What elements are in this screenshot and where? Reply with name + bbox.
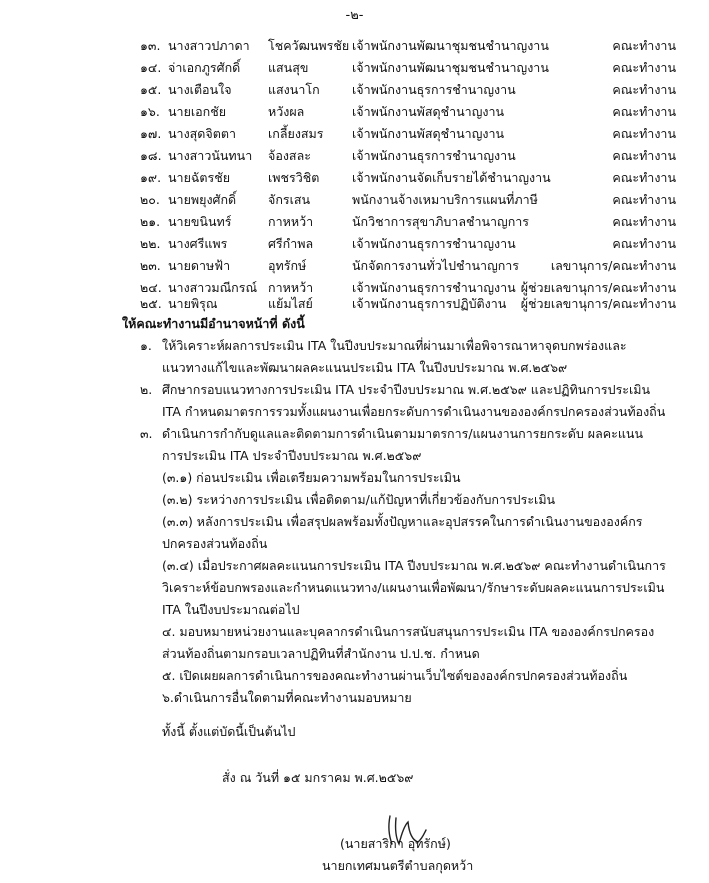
member-first-name: นายพิรุณ xyxy=(168,296,218,311)
member-role: ผู้ช่วยเลขานุการ/คณะทำงาน xyxy=(520,296,676,311)
member-first-name: นายพยุงศักดิ์ xyxy=(168,192,237,207)
member-number: ๑๓. xyxy=(140,38,161,53)
member-last-name: กาหหว้า xyxy=(268,280,314,295)
page-number: -๒- xyxy=(345,8,364,23)
member-last-name: แย้มไสย์ xyxy=(268,296,313,311)
member-position: เจ้าพนักงานธุรการชำนาญงาน xyxy=(352,148,516,163)
member-row xyxy=(140,168,676,188)
member-row xyxy=(140,80,676,100)
sub-duty-text: (๓.๓) หลังการประเมิน เพื่อสรุปผลพร้อมทั้งปัญหาและอุปสรรคในการดำเนินงานขององค์กร xyxy=(162,514,643,529)
signer-name: (นายสาริกา อุทรักษ์) xyxy=(340,836,451,851)
sub-duty-text: วิเคราะห์ข้อบกพรองและกำหนดแนวทาง/แผนงานเพื่อพัฒนา/รักษาระดับผลคะแนนการประเมิน xyxy=(162,580,665,595)
member-position: เจ้าพนักงานพัฒนาชุมชนชำนาญงาน xyxy=(352,38,549,53)
member-role: คณะทำงาน xyxy=(612,236,676,251)
member-first-name: นายดาษฟ้า xyxy=(168,258,231,273)
member-position: นักจัดการงานทั่วไปชำนาญการ xyxy=(352,258,520,273)
member-row xyxy=(140,146,676,166)
member-number: ๒๒. xyxy=(140,236,161,251)
member-role: คณะทำงาน xyxy=(612,170,676,185)
member-last-name: กาหหว้า xyxy=(268,214,314,229)
duty-text: ส่วนท้องถิ่นตามกรอบเวลาปฏิทินที่สำนักงาน ป.ป.ช. กำหนด xyxy=(162,646,480,661)
member-number: ๒๔. xyxy=(140,280,162,295)
member-role: คณะทำงาน xyxy=(612,192,676,207)
sub-duty-text: (๓.๑) ก่อนประเมิน เพื่อเตรียมความพร้อมในการประเมิน xyxy=(162,470,461,485)
member-row xyxy=(140,294,676,314)
member-number: ๑๘. xyxy=(140,148,162,163)
order-date: สั่ง ณ วันที่ ๑๕ มกราคม พ.ศ.๒๕๖๙ xyxy=(222,770,414,785)
member-number: ๑๙. xyxy=(140,170,162,185)
member-first-name: นางสาวนันทนา xyxy=(168,148,253,163)
duties-heading: ให้คณะทำงานมีอำนาจหน้าที่ ดังนี้ xyxy=(122,316,305,331)
member-position: เจ้าพนักงานธุรการชำนาญงาน xyxy=(352,82,516,97)
member-role: คณะทำงาน xyxy=(612,60,676,75)
member-last-name: แสงนาโก xyxy=(268,82,320,97)
member-position: เจ้าพนักงานธุรการชำนาญงาน xyxy=(352,280,516,295)
member-role: คณะทำงาน xyxy=(612,148,676,163)
member-first-name: นางสาวมณีกรณ์ xyxy=(168,280,258,295)
member-row xyxy=(140,102,676,122)
member-last-name: หวังผล xyxy=(268,104,305,119)
member-last-name: เกลี้ยงสมร xyxy=(268,126,324,141)
member-number: ๑๗. xyxy=(140,126,162,141)
member-last-name: โชควัฒนพรชัย xyxy=(268,38,350,53)
member-first-name: นางเตือนใจ xyxy=(168,82,232,97)
member-row xyxy=(140,234,676,254)
duty-text: การประเมิน ITA ประจำปีงบประมาณ พ.ศ.๒๕๖๙ xyxy=(162,448,422,463)
member-role: คณะทำงาน xyxy=(612,82,676,97)
member-role: คณะทำงาน xyxy=(612,126,676,141)
member-row xyxy=(140,256,676,276)
duty-text: แนวทางแก้ไขและพัฒนาผลคะแนนประเมิน ITA ในปีงบประมาณ พ.ศ.๒๕๖๙ xyxy=(162,360,568,375)
member-number: ๒๑. xyxy=(140,214,161,229)
member-first-name: นายขนินทร์ xyxy=(168,214,232,229)
member-role: คณะทำงาน xyxy=(612,214,676,229)
duty-number: ๓. xyxy=(140,426,153,441)
duty-text: ITA กำหนดมาตรการรวมทั้งแผนงานเพื่อยกระดับการดำเนินงานขององค์กรปกครองส่วนท้องถิ่น xyxy=(162,404,666,419)
member-row xyxy=(140,36,676,56)
member-position: พนักงานจ้างเหมาบริการแผนที่ภาษี xyxy=(352,192,538,207)
member-position: เจ้าพนักงานพัสดุชำนาญงาน xyxy=(352,126,505,141)
member-number: ๑๔. xyxy=(140,60,162,75)
sub-duty-text: ปกครองส่วนท้องถิ่น xyxy=(162,536,268,551)
member-first-name: นางสุดจิตตา xyxy=(168,126,236,141)
member-row xyxy=(140,58,676,78)
member-row xyxy=(140,212,676,232)
sub-duty-text: (๓.๒) ระหว่างการประเมิน เพื่อติดตาม/แก้ปัญหาที่เกี่ยวข้องกับการประเมิน xyxy=(162,492,556,507)
member-first-name: นายฉัตรชัย xyxy=(168,170,231,185)
duty-number: ๒. xyxy=(140,382,153,397)
member-position: เจ้าพนักงานธุรการชำนาญงาน xyxy=(352,236,516,251)
member-role: คณะทำงาน xyxy=(612,104,676,119)
duty-text: ดำเนินการกำกับดูแลและติดตามการดำเนินตามมาตรการ/แผนงานการยกระดับ ผลคะแนน xyxy=(162,426,643,441)
member-position: เจ้าพนักงานจัดเก็บรายได้ชำนาญงาน xyxy=(352,170,551,185)
member-number: ๒๕. xyxy=(140,296,162,311)
member-role: ผู้ช่วยเลขานุการ/คณะทำงาน xyxy=(520,280,676,295)
member-position: เจ้าพนักงานพัฒนาชุมชนชำนาญงาน xyxy=(352,60,549,75)
member-first-name: นางศรีแพร xyxy=(168,236,228,251)
member-row xyxy=(140,190,676,210)
duty-text: ๖.ดำเนินการอื่นใดตามที่คณะทำงานมอบหมาย xyxy=(162,690,412,705)
sub-duty-text: ITA ในปีงบประมาณต่อไป xyxy=(162,602,300,617)
duty-number: ๑. xyxy=(140,338,152,353)
duty-text: ๔. มอบหมายหน่วยงานและบุคลากรดำเนินการสนับสนุนการประเมิน ITA ขององค์กรปกครอง xyxy=(162,624,655,639)
signer-title: นายกเทศมนตรีตำบลกุดหว้า xyxy=(322,858,474,873)
member-position: นักวิชาการสุขาภิบาลชำนาญการ xyxy=(352,214,530,229)
member-last-name: จักรเสน xyxy=(268,192,311,207)
duty-text: ๕. เปิดเผยผลการดำเนินการของคณะทำงานผ่านเว็บไซต์ขององค์กรปกครองส่วนท้องถิ่น xyxy=(162,668,628,683)
duty-text: ศึกษากรอบแนวทางการประเมิน ITA ประจำปีงบประมาณ พ.ศ.๒๕๖๙ และปฏิทินการประเมิน xyxy=(162,382,651,397)
member-first-name: นางสาวปภาดา xyxy=(168,38,250,53)
member-position: เจ้าพนักงานพัสดุชำนาญงาน xyxy=(352,104,505,119)
member-last-name: ศรีกำพล xyxy=(268,236,314,251)
member-first-name: นายเอกชัย xyxy=(168,104,227,119)
member-last-name: จ้องสละ xyxy=(268,148,311,163)
member-first-name: จ่าเอกภูรศักดิ์ xyxy=(168,60,241,75)
duty-text: ให้วิเคราะห์ผลการประเมิน ITA ในปีงบประมาณที่ผ่านมาเพื่อพิจารณาหาจุดบกพร่องและ xyxy=(162,338,627,353)
member-number: ๑๖. xyxy=(140,104,160,119)
member-row xyxy=(140,124,676,144)
effective-statement: ทั้งนี้ ตั้งแต่บัดนี้เป็นต้นไป xyxy=(162,724,296,739)
member-number: ๒๓. xyxy=(140,258,161,273)
member-last-name: เพชรวิชิต xyxy=(268,170,320,185)
member-number: ๑๕. xyxy=(140,82,162,97)
member-last-name: แสนสุข xyxy=(268,60,309,75)
member-role: คณะทำงาน xyxy=(612,38,676,53)
member-role: เลขานุการ/คณะทำงาน xyxy=(550,258,676,273)
member-number: ๒๐. xyxy=(140,192,160,207)
member-position: เจ้าพนักงานธุรการปฏิบัติงาน xyxy=(352,296,507,311)
member-last-name: อุทรักษ์ xyxy=(268,258,307,273)
sub-duty-text: (๓.๔) เมื่อประกาศผลคะแนนการประเมิน ITA ปีงบประมาณ พ.ศ.๒๕๖๙ คณะทำงานดำเนินการ xyxy=(162,558,666,573)
